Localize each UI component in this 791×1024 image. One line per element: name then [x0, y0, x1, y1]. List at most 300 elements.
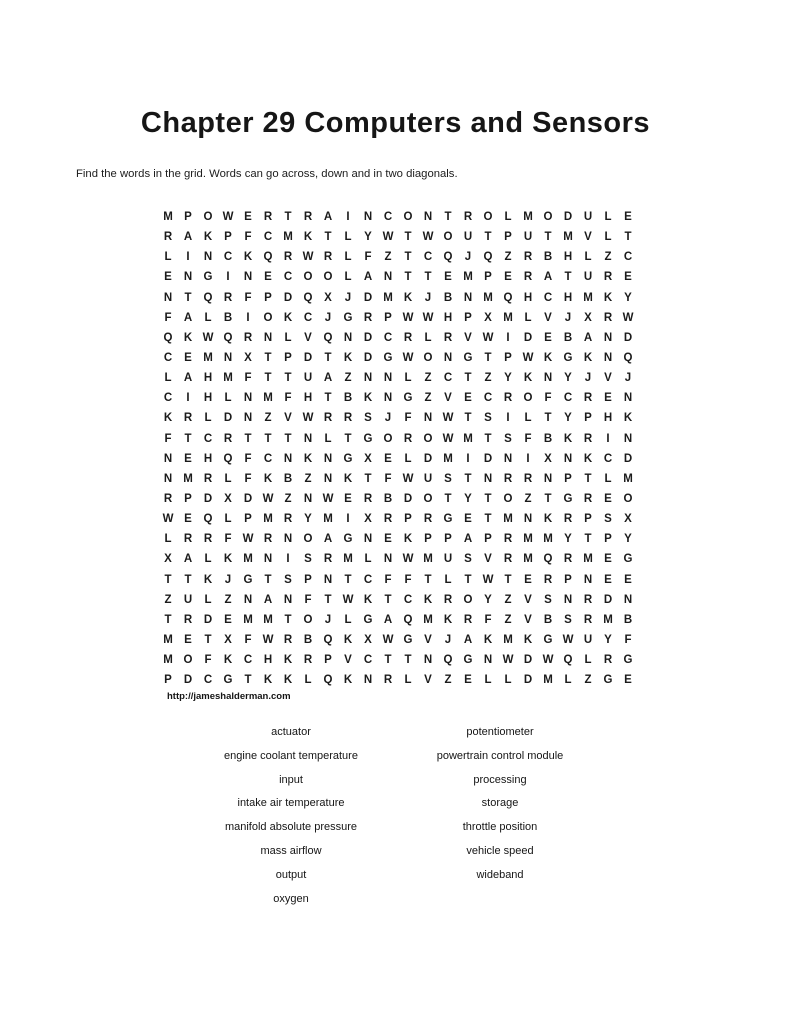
grid-cell: O [463, 593, 473, 606]
grid-cell: Z [304, 472, 312, 485]
grid-cell: L [364, 553, 372, 566]
grid-cell: D [483, 452, 493, 465]
grid-cell: C [543, 291, 553, 304]
grid-cell: J [324, 613, 332, 626]
grid-cell: W [482, 573, 494, 586]
grid-cell: J [324, 311, 332, 324]
grid-cell: G [403, 392, 413, 405]
grid-cell: T [164, 613, 172, 626]
grid-cell: S [284, 573, 292, 586]
grid-cell: K [423, 593, 433, 606]
grid-cell: O [423, 432, 433, 445]
grid-cell: P [184, 211, 192, 224]
grid-cell: Z [164, 593, 172, 606]
grid-cell: R [283, 251, 293, 264]
grid-cell: R [403, 432, 413, 445]
grid-cell: G [403, 634, 413, 647]
grid-cell: J [384, 412, 392, 425]
grid-cell: M [543, 533, 553, 546]
grid-cell: R [503, 553, 513, 566]
grid-cell: B [543, 251, 553, 264]
grid-cell: E [244, 211, 252, 224]
grid-cell: N [383, 392, 393, 405]
grid-cell: W [302, 412, 314, 425]
grid-cell: L [404, 452, 412, 465]
grid-cell: C [243, 654, 253, 667]
grid-cell: R [383, 674, 393, 687]
grid-cell: C [363, 654, 373, 667]
grid-cell: N [163, 452, 173, 465]
grid-cell: T [284, 211, 292, 224]
grid-cell: L [204, 593, 212, 606]
grid-cell: N [563, 452, 573, 465]
grid-cell: G [563, 493, 573, 506]
grid-cell: M [163, 654, 173, 667]
grid-cell: R [203, 533, 213, 546]
grid-cell: F [244, 452, 252, 465]
grid-cell: R [523, 271, 533, 284]
grid-cell: M [603, 613, 613, 626]
grid-cell: O [423, 493, 433, 506]
word-list-item: vehicle speed [466, 844, 534, 857]
grid-cell: W [262, 493, 274, 506]
grid-cell: Z [344, 372, 352, 385]
grid-cell: W [442, 412, 454, 425]
grid-cell: M [223, 372, 233, 385]
grid-cell: K [563, 432, 573, 445]
grid-cell: A [183, 311, 193, 324]
grid-cell: K [203, 573, 213, 586]
grid-cell: Q [203, 291, 213, 304]
grid-cell: T [384, 654, 392, 667]
grid-cell: R [323, 412, 333, 425]
grid-cell: A [543, 271, 553, 284]
grid-cell: T [284, 372, 292, 385]
grid-cell: N [443, 352, 453, 365]
grid-cell: V [584, 231, 592, 244]
grid-cell: M [583, 553, 593, 566]
grid-cell: V [524, 593, 532, 606]
grid-cell: X [484, 311, 492, 324]
grid-cell: T [264, 573, 272, 586]
grid-cell: Q [623, 352, 633, 365]
grid-cell: O [503, 493, 513, 506]
grid-cell: P [324, 654, 332, 667]
grid-cell: N [543, 372, 553, 385]
grid-cell: V [424, 634, 432, 647]
grid-cell: E [624, 573, 632, 586]
grid-cell: V [464, 331, 472, 344]
grid-cell: X [364, 452, 372, 465]
word-list-item: manifold absolute pressure [224, 821, 358, 834]
grid-cell: X [584, 311, 592, 324]
grid-cell: R [183, 412, 193, 425]
grid-cell: M [163, 634, 173, 647]
grid-cell: A [383, 613, 393, 626]
grid-cell: R [503, 392, 513, 405]
grid-cell: N [383, 553, 393, 566]
grid-cell: P [304, 573, 312, 586]
grid-cell: Q [323, 634, 333, 647]
grid-cell: T [244, 432, 252, 445]
grid-cell: O [383, 432, 393, 445]
grid-cell: T [344, 573, 352, 586]
grid-cell: P [184, 493, 192, 506]
grid-cell: T [584, 472, 592, 485]
grid-cell: C [383, 331, 393, 344]
grid-cell: N [183, 271, 193, 284]
grid-cell: P [444, 533, 452, 546]
grid-cell: S [604, 513, 612, 526]
grid-cell: O [263, 311, 273, 324]
grid-cell: T [584, 533, 592, 546]
grid-cell: G [623, 553, 633, 566]
grid-cell: S [364, 412, 372, 425]
grid-cell: L [604, 211, 612, 224]
grid-cell: R [583, 392, 593, 405]
grid-cell: J [424, 291, 432, 304]
grid-cell: L [564, 674, 572, 687]
grid-cell: X [324, 291, 332, 304]
grid-cell: W [402, 352, 414, 365]
grid-cell: R [583, 593, 593, 606]
grid-cell: K [223, 553, 233, 566]
grid-cell: K [283, 654, 293, 667]
word-list-item: actuator [271, 726, 311, 738]
grid-cell: Z [424, 372, 432, 385]
grid-cell: N [423, 412, 433, 425]
grid-cell: G [463, 654, 473, 667]
grid-cell: T [384, 593, 392, 606]
grid-cell: E [624, 271, 632, 284]
source-url-link[interactable]: http://jameshalderman.com [167, 691, 291, 702]
grid-cell: R [223, 432, 233, 445]
instruction-text: Find the words in the grid. Words can go across, down and in two diagonals. [76, 168, 458, 180]
grid-cell: P [224, 231, 232, 244]
grid-cell: K [543, 352, 553, 365]
grid-cell: B [383, 493, 393, 506]
grid-cell: U [523, 231, 533, 244]
grid-cell: D [183, 674, 193, 687]
grid-cell: V [344, 654, 352, 667]
grid-cell: N [363, 533, 373, 546]
grid-cell: F [244, 472, 252, 485]
grid-cell: T [564, 271, 572, 284]
grid-cell: I [346, 211, 350, 224]
grid-cell: P [464, 311, 472, 324]
grid-cell: E [184, 634, 192, 647]
grid-cell: T [484, 231, 492, 244]
grid-cell: V [604, 372, 612, 385]
grid-cell: E [624, 211, 632, 224]
grid-cell: W [222, 211, 234, 224]
grid-cell: G [363, 613, 373, 626]
grid-cell: K [303, 452, 313, 465]
grid-cell: N [423, 654, 433, 667]
grid-cell: B [343, 392, 353, 405]
grid-cell: K [223, 654, 233, 667]
grid-cell: S [544, 593, 552, 606]
grid-cell: B [563, 331, 573, 344]
grid-cell: R [563, 553, 573, 566]
grid-cell: D [203, 613, 213, 626]
grid-cell: N [463, 291, 473, 304]
grid-cell: O [323, 271, 333, 284]
grid-cell: H [303, 392, 313, 405]
grid-cell: A [583, 331, 593, 344]
grid-cell: D [303, 352, 313, 365]
grid-cell: F [364, 251, 372, 264]
grid-cell: T [344, 432, 352, 445]
grid-cell: U [443, 553, 453, 566]
grid-cell: C [423, 251, 433, 264]
grid-cell: E [604, 392, 612, 405]
word-list-right-column [350, 721, 650, 888]
grid-cell: N [383, 271, 393, 284]
grid-cell: M [283, 231, 293, 244]
grid-cell: R [303, 211, 313, 224]
grid-cell: T [324, 392, 332, 405]
grid-cell: T [484, 513, 492, 526]
grid-cell: C [163, 352, 173, 365]
grid-cell: T [404, 231, 412, 244]
grid-cell: M [423, 613, 433, 626]
grid-cell: K [343, 674, 353, 687]
grid-cell: V [444, 392, 452, 405]
grid-cell: F [244, 291, 252, 304]
grid-cell: X [244, 352, 252, 365]
grid-cell: E [604, 573, 612, 586]
grid-cell: L [284, 331, 292, 344]
grid-cell: W [562, 634, 574, 647]
grid-cell: R [323, 553, 333, 566]
grid-cell: W [202, 331, 214, 344]
grid-cell: R [563, 513, 573, 526]
grid-cell: R [183, 613, 193, 626]
grid-cell: M [443, 452, 453, 465]
grid-cell: Q [163, 331, 173, 344]
grid-cell: L [204, 412, 212, 425]
grid-cell: K [203, 231, 213, 244]
grid-cell: O [403, 211, 413, 224]
grid-cell: L [224, 513, 232, 526]
grid-cell: K [443, 613, 453, 626]
grid-cell: R [583, 432, 593, 445]
grid-cell: E [624, 674, 632, 687]
grid-cell: F [164, 311, 172, 324]
grid-cell: H [523, 291, 533, 304]
grid-cell: G [343, 452, 353, 465]
grid-cell: D [623, 331, 633, 344]
grid-cell: O [303, 533, 313, 546]
grid-cell: K [403, 533, 413, 546]
grid-cell: P [404, 513, 412, 526]
grid-cell: N [623, 432, 633, 445]
word-list-item: storage [481, 797, 519, 810]
grid-cell: T [624, 231, 632, 244]
grid-cell: O [303, 613, 313, 626]
grid-cell: Y [364, 231, 372, 244]
grid-cell: K [363, 392, 373, 405]
grid-cell: E [164, 271, 172, 284]
grid-cell: T [324, 231, 332, 244]
grid-cell: E [524, 573, 532, 586]
grid-cell: M [523, 211, 533, 224]
grid-cell: T [264, 432, 272, 445]
grid-cell: E [604, 553, 612, 566]
grid-cell: P [564, 472, 572, 485]
grid-cell: V [284, 412, 292, 425]
grid-cell: M [243, 613, 253, 626]
grid-cell: I [246, 311, 250, 324]
grid-cell: P [424, 533, 432, 546]
grid-cell: O [423, 352, 433, 365]
grid-cell: S [564, 613, 572, 626]
grid-cell: V [484, 553, 492, 566]
grid-cell: D [523, 654, 533, 667]
grid-cell: U [463, 231, 473, 244]
grid-cell: O [203, 211, 213, 224]
grid-cell: J [464, 251, 472, 264]
grid-cell: M [463, 432, 473, 445]
grid-cell: N [363, 674, 373, 687]
grid-cell: Q [503, 291, 513, 304]
grid-cell: E [384, 452, 392, 465]
grid-cell: E [464, 392, 472, 405]
grid-cell: J [444, 634, 452, 647]
grid-cell: N [263, 553, 273, 566]
grid-cell: T [184, 432, 192, 445]
grid-cell: M [163, 211, 173, 224]
grid-cell: Z [284, 493, 292, 506]
grid-cell: K [603, 291, 613, 304]
grid-cell: U [183, 593, 193, 606]
grid-cell: Z [504, 251, 512, 264]
grid-cell: R [343, 412, 353, 425]
grid-cell: C [263, 452, 273, 465]
grid-cell: L [584, 251, 592, 264]
grid-cell: X [164, 553, 172, 566]
grid-cell: O [623, 493, 633, 506]
grid-cell: Y [304, 513, 312, 526]
grid-cell: L [604, 231, 612, 244]
grid-cell: N [483, 654, 493, 667]
grid-cell: N [343, 331, 353, 344]
grid-cell: C [203, 674, 213, 687]
grid-cell: M [503, 311, 513, 324]
grid-cell: A [323, 372, 333, 385]
grid-cell: D [603, 593, 613, 606]
grid-cell: K [623, 412, 633, 425]
grid-cell: N [303, 432, 313, 445]
grid-cell: F [244, 231, 252, 244]
grid-cell: L [344, 231, 352, 244]
grid-cell: N [223, 352, 233, 365]
word-list-item: oxygen [273, 892, 309, 905]
grid-cell: U [423, 472, 433, 485]
grid-cell: L [164, 372, 172, 385]
grid-cell: H [203, 392, 213, 405]
grid-cell: I [186, 251, 190, 264]
grid-cell: F [384, 573, 392, 586]
grid-cell: N [503, 452, 513, 465]
grid-cell: Q [543, 553, 553, 566]
grid-cell: P [584, 513, 592, 526]
grid-cell: N [243, 271, 253, 284]
grid-cell: F [524, 432, 532, 445]
grid-cell: G [443, 513, 453, 526]
grid-cell: P [484, 533, 492, 546]
grid-cell: L [484, 674, 492, 687]
grid-cell: K [523, 372, 533, 385]
grid-cell: P [484, 271, 492, 284]
grid-cell: R [603, 654, 613, 667]
grid-cell: A [183, 372, 193, 385]
grid-cell: Q [323, 674, 333, 687]
grid-cell: W [302, 251, 314, 264]
grid-cell: W [382, 231, 394, 244]
grid-cell: E [224, 613, 232, 626]
grid-cell: C [203, 432, 213, 445]
grid-cell: L [164, 533, 172, 546]
grid-cell: Z [484, 372, 492, 385]
grid-cell: J [584, 372, 592, 385]
page-title: Chapter 29 Computers and Sensors [140, 107, 651, 139]
grid-cell: W [622, 311, 634, 324]
grid-cell: P [584, 412, 592, 425]
grid-cell: Q [443, 251, 453, 264]
grid-cell: L [324, 432, 332, 445]
grid-cell: T [184, 291, 192, 304]
grid-cell: G [243, 573, 253, 586]
grid-cell: Y [464, 493, 472, 506]
grid-cell: T [424, 573, 432, 586]
grid-cell: H [603, 412, 613, 425]
grid-cell: F [224, 533, 232, 546]
grid-cell: R [363, 493, 373, 506]
grid-cell: N [243, 392, 253, 405]
grid-cell: R [323, 251, 333, 264]
grid-cell: M [263, 392, 273, 405]
grid-cell: E [384, 533, 392, 546]
grid-cell: M [503, 634, 513, 647]
grid-cell: G [343, 311, 353, 324]
grid-cell: X [224, 634, 232, 647]
grid-cell: Z [524, 493, 532, 506]
grid-cell: J [564, 311, 572, 324]
grid-cell: P [284, 352, 292, 365]
grid-cell: S [504, 432, 512, 445]
grid-cell: R [183, 533, 193, 546]
grid-cell: H [563, 291, 573, 304]
grid-cell: W [442, 432, 454, 445]
grid-cell: K [343, 634, 353, 647]
grid-cell: K [343, 352, 353, 365]
grid-cell: T [204, 634, 212, 647]
grid-cell: D [423, 452, 433, 465]
grid-cell: M [483, 291, 493, 304]
grid-cell: M [463, 271, 473, 284]
grid-cell: Z [384, 251, 392, 264]
grid-cell: D [223, 412, 233, 425]
grid-cell: T [184, 573, 192, 586]
grid-cell: W [162, 513, 174, 526]
grid-cell: K [483, 634, 493, 647]
grid-cell: L [584, 654, 592, 667]
grid-cell: C [283, 271, 293, 284]
grid-cell: R [383, 513, 393, 526]
grid-cell: D [563, 211, 573, 224]
